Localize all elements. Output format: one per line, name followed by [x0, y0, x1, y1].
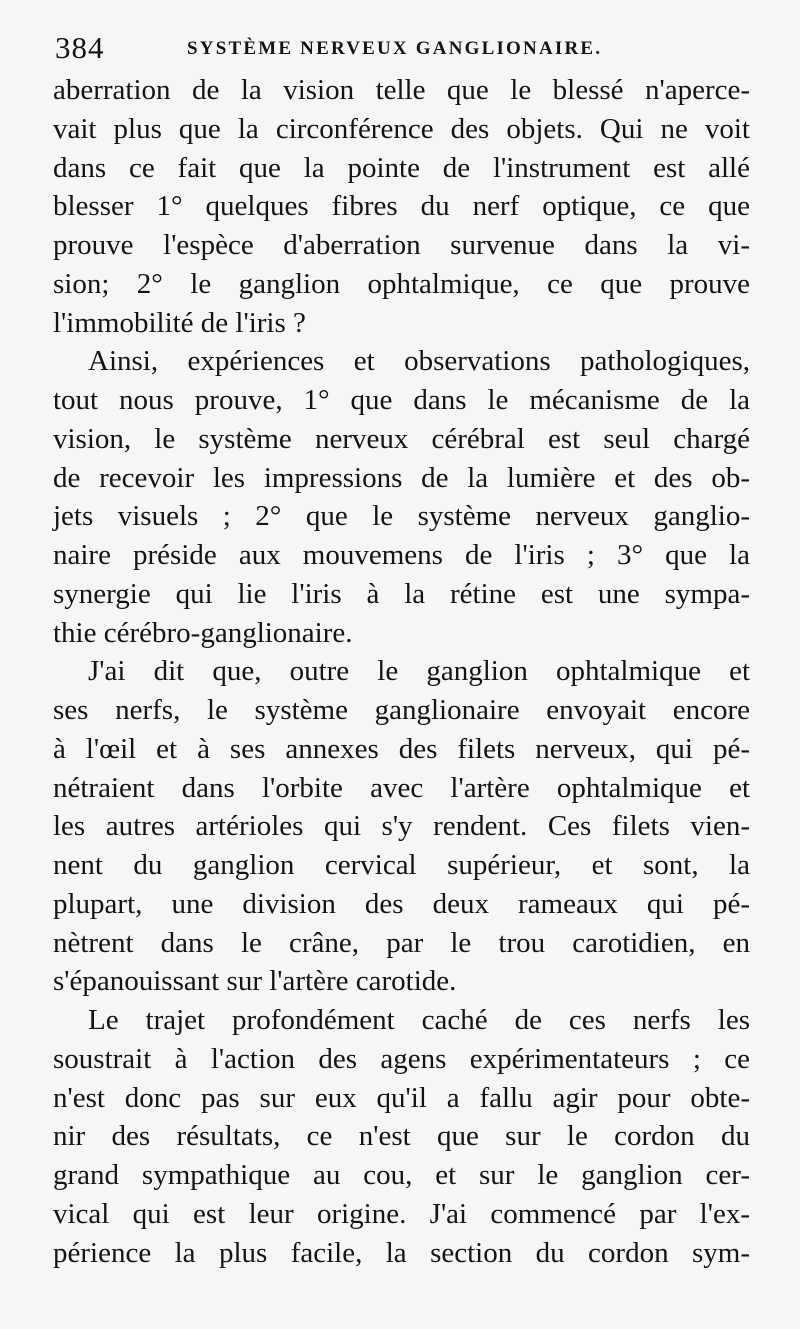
text-line: synergie qui lie l'iris à la rétine est une sympa- [53, 577, 750, 610]
paragraph [53, 652, 750, 1001]
text-line: aberration de la vision telle que le blessé n'aperce- [53, 74, 750, 106]
text-line: l'immobilité de l'iris ? [53, 306, 306, 339]
paragraph [53, 342, 750, 652]
text-line: périence la plus facile, la section du cordon sym- [53, 1236, 750, 1269]
text-line: grand sympathique au cou, et sur le ganglion cer- [53, 1159, 750, 1191]
text-line: J'ai dit que, outre le ganglion ophtalmique et [88, 655, 750, 688]
text-line: ses nerfs, le système ganglionaire envoyait encore [53, 694, 750, 726]
text-line: thie cérébro-ganglionaire. [53, 616, 353, 649]
text-line: n'est donc pas sur eux qu'il a fallu agir pour obte- [53, 1081, 750, 1114]
running-title: SYSTÈME NERVEUX GANGLIONAIRE. [187, 38, 603, 59]
text-line: s'épanouissant sur l'artère carotide. [53, 965, 457, 998]
page-number: 384 [55, 30, 105, 65]
text-line: nètrent dans le crâne, par le trou carotidien, en [53, 926, 750, 959]
text-line: naire préside aux mouvemens de l'iris ; 3° que la [53, 539, 750, 571]
paragraph [53, 71, 750, 342]
text-line: à l'œil et à ses annexes des filets nerveux, qui pé- [53, 732, 750, 765]
text-line: nent du ganglion cervical supérieur, et sont, la [53, 849, 750, 881]
text-line: nétraient dans l'orbite avec l'artère ophtalmique et [53, 771, 750, 804]
text-line: Le trajet profondément caché de ces nerfs les [88, 1004, 750, 1036]
text-line: prouve l'espèce d'aberration survenue dans la vi- [53, 229, 750, 261]
text-line: vical qui est leur origine. J'ai commencé par l'ex- [53, 1197, 750, 1230]
text-line: les autres artérioles qui s'y rendent. Ces filets vien- [53, 810, 750, 843]
text-line: plupart, une division des deux rameaux qui pé- [53, 887, 750, 920]
paragraph [53, 1001, 750, 1272]
body-text [53, 71, 750, 1272]
text-line: dans ce fait que la pointe de l'instrument est allé [53, 151, 750, 184]
text-line: soustrait à l'action des agens expérimentateurs ; ce [53, 1042, 750, 1075]
text-line: vait plus que la circonférence des objets. Qui ne voit [53, 112, 750, 145]
text-line: de recevoir les impressions de la lumière et des ob- [53, 461, 750, 494]
text-line: Ainsi, expériences et observations pathologiques, [88, 345, 750, 378]
text-line: sion; 2° le ganglion ophtalmique, ce que prouve [53, 267, 750, 300]
text-line: jets visuels ; 2° que le système nerveux ganglio- [53, 500, 750, 533]
text-line: blesser 1° quelques fibres du nerf optique, ce que [53, 190, 750, 223]
text-line: vision, le système nerveux cérébral est seul chargé [53, 422, 750, 455]
text-line: tout nous prouve, 1° que dans le mécanisme de la [53, 384, 750, 416]
page-header [55, 30, 755, 70]
text-line: nir des résultats, ce n'est que sur le cordon du [53, 1120, 750, 1153]
